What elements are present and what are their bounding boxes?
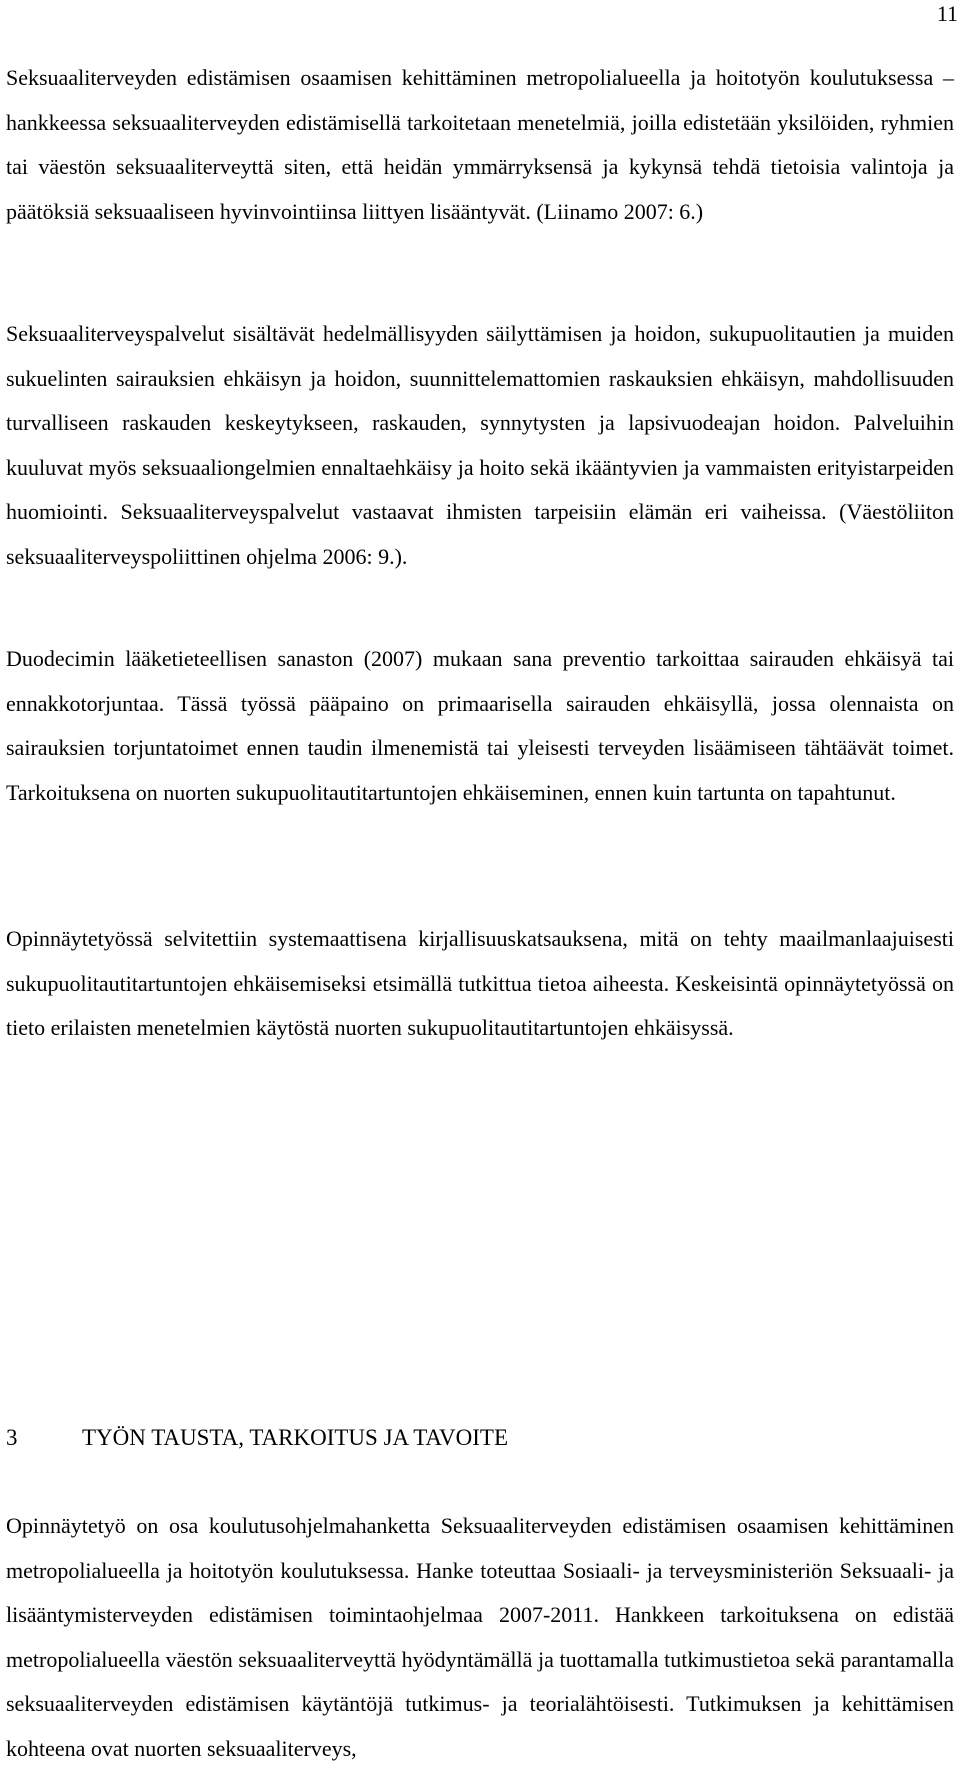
section-heading	[6, 1423, 508, 1453]
page-number: 11	[936, 1, 958, 26]
paragraph-thesis-method: Opinnäytetyössä selvitettiin systemaattisena kirjallisuuskatsauksena, mitä on tehty maailmanlaajuisesti sukupuolitautitartuntojen ehkäisemiseksi etsimällä tutkittua tietoa aiheesta. Keskeisintä opinnäytetyössä on tieto erilaisten menetelmien käytöstä nuorten sukupuolitautitartuntojen ehkäisyssä.	[6, 926, 954, 1041]
paragraph-project-background: Opinnäytetyö on osa koulutusohjelmahanketta Seksuaaliterveyden edistämisen osaamisen kehittäminen metropolialueella ja hoitotyön koulutuksessa. Hanke toteuttaa Sosiaali- ja terveysministeriön Seksuaali- ja lisääntymisterveyden edistämisen toimintaohjelmaa 2007-2011. Hankkeen tarkoituksena on edistää metropolialueella väestön seksuaaliterveyttä hyödyntämällä ja tuottamalla tutkimustietoa sekä parantamalla seksuaaliterveyden edistämisen käytäntöjä tutkimus- ja teorialähtöisesti. Tutkimuksen ja kehittämisen kohteena ovat nuorten seksuaaliterveys,	[6, 1513, 954, 1761]
paragraph-sexual-health-services: Seksuaaliterveyspalvelut sisältävät hedelmällisyyden säilyttämisen ja hoidon, sukupuolitautien ja muiden sukuelinten sairauksien ehkäisyn ja hoidon, suunnittelemattomien raskauksien ehkäisyn, mahdollisuuden turvalliseen raskauden keskeytykseen, raskauden, synnytysten ja lapsivuodeajan hoidon. Palveluihin kuuluvat myös seksuaaliongelmien ennaltaehkäisy ja hoito sekä ikääntyvien ja vammaisten erityistarpeiden huomiointi. Seksuaaliterveyspalvelut vastaavat ihmisten tarpeisiin elämän eri vaiheissa. (Väestöliiton seksuaaliterveyspoliittinen ohjelma 2006: 9.).	[6, 321, 954, 569]
paragraph-health-promotion-definition: Seksuaaliterveyden edistämisen osaamisen kehittäminen metropolialueella ja hoitotyön koulutuksessa – hankkeessa seksuaaliterveyden edistämisellä tarkoitetaan menetelmiä, joilla edistetään yksilöiden, ryhmien tai väestön seksuaaliterveyttä siten, että heidän ymmärryksensä ja kykynsä tehdä tietoisia valintoja ja päätöksiä seksuaaliseen hyvinvointiinsa liittyen lisääntyvät. (Liinamo 2007: 6.)	[6, 65, 954, 224]
paragraph-prevention-definition: Duodecimin lääketieteellisen sanaston (2007) mukaan sana preventio tarkoittaa sairauden ehkäisyä tai ennakkotorjuntaa. Tässä työssä pääpaino on primaarisella sairauden ehkäisyllä, jossa olennaista on sairauksien torjuntatoimet ennen taudin ilmenemistä tai yleisesti terveyden lisäämiseen tähtäävät toimet. Tarkoituksena on nuorten sukupuolitautitartuntojen ehkäiseminen, ennen kuin tartunta on tapahtunut.	[6, 646, 954, 805]
section-heading-title: TYÖN TAUSTA, TARKOITUS JA TAVOITE	[82, 1425, 509, 1450]
section-heading-number: 3	[6, 1425, 18, 1450]
